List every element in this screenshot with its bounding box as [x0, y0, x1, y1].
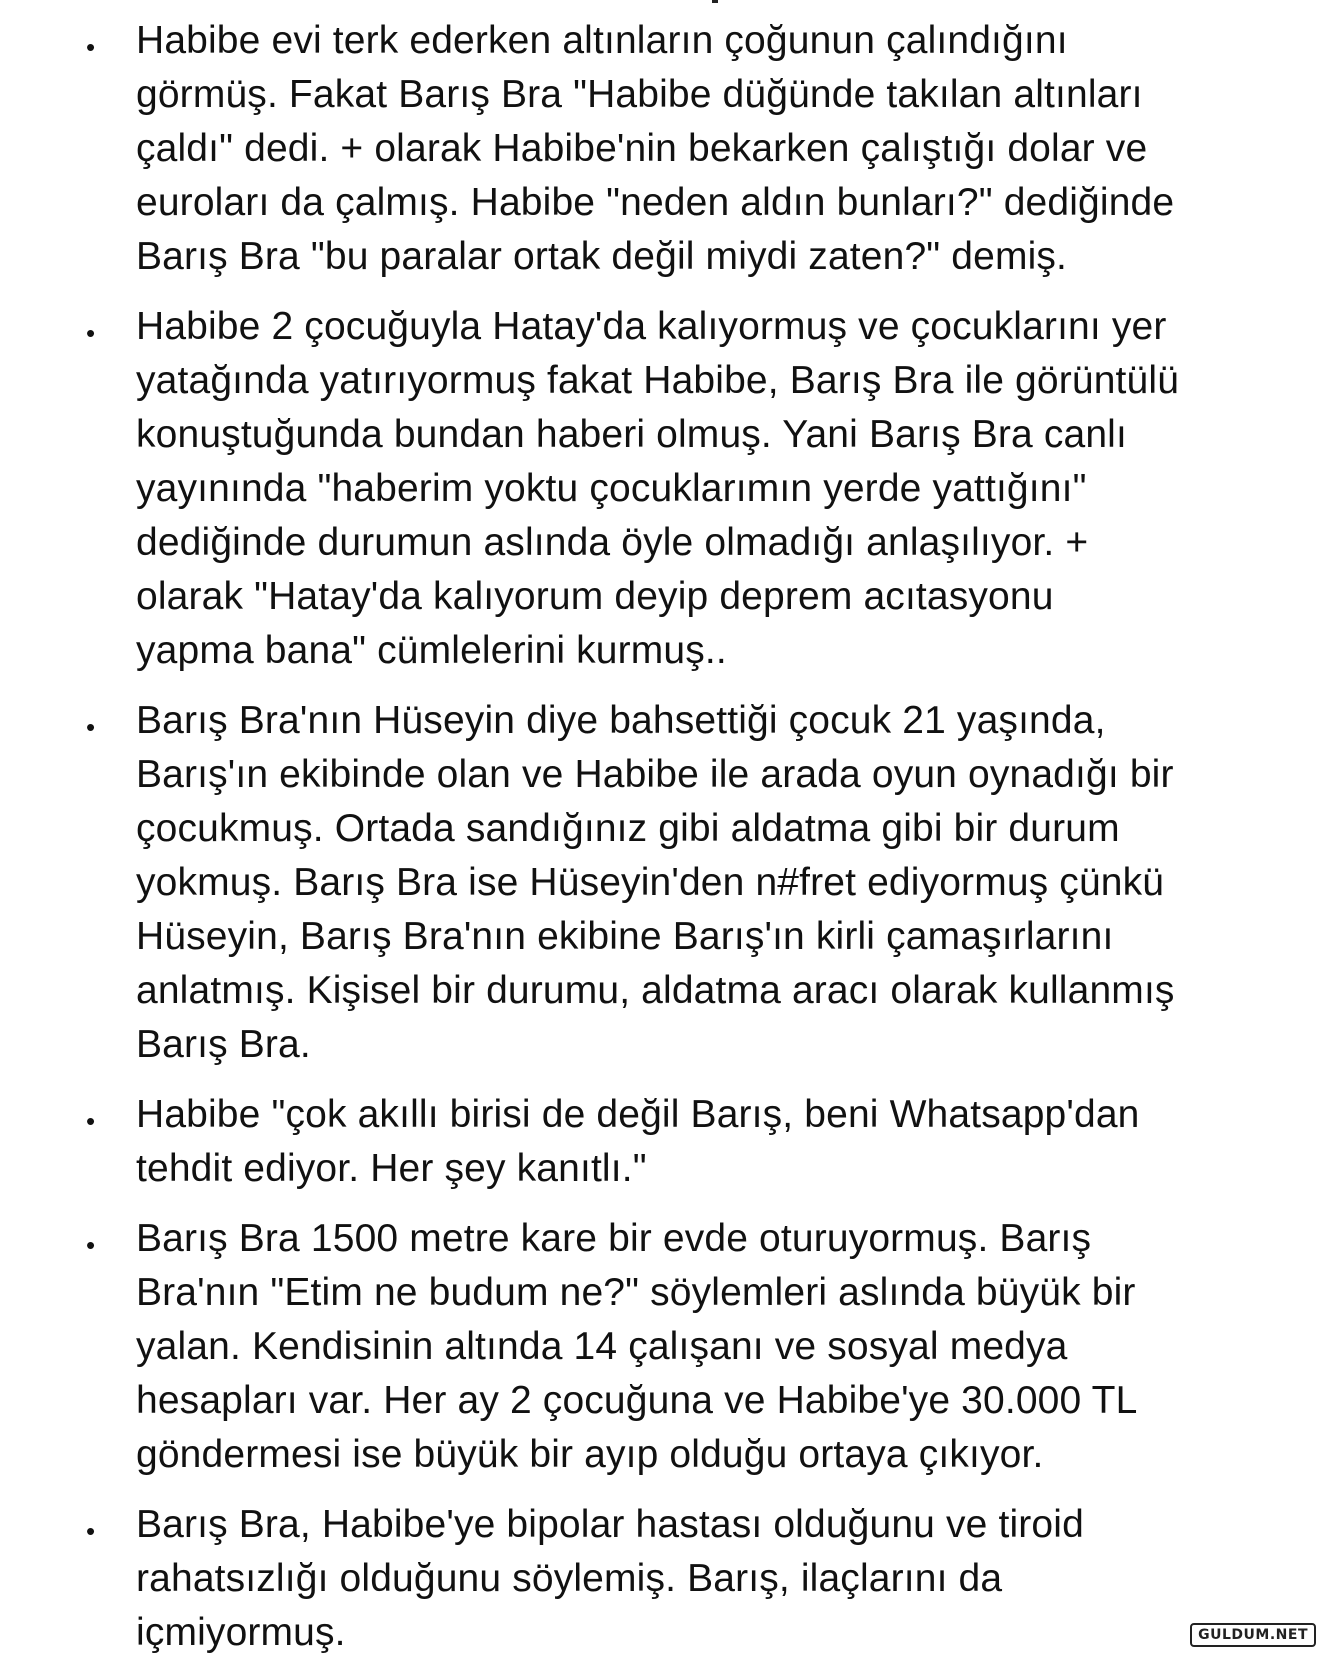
- bullet-dot-icon: •: [85, 712, 96, 742]
- text-line: içmiyormuş.: [136, 1611, 346, 1654]
- bullet-list: [0, 14, 1320, 1676]
- list-item-text: [136, 300, 1280, 678]
- text-line: yayınında "haberim yoktu çocuklarımın yerde yattığını": [136, 467, 1087, 510]
- text-line: hesapları var. Her ay 2 çocuğuna ve Habibe'ye 30.000 TL: [136, 1379, 1138, 1422]
- text-line: görmüş. Fakat Barış Bra "Habibe düğünde takılan altınları: [136, 73, 1143, 116]
- text-line: yokmuş. Barış Bra ise Hüseyin'den n#fret ediyormuş çünkü: [136, 861, 1165, 904]
- list-item-text: [136, 1212, 1280, 1482]
- list-item-text: [136, 1088, 1280, 1196]
- watermark-logo: GULDUM.NET: [1190, 1623, 1316, 1647]
- text-line: göndermesi ise büyük bir ayıp olduğu ortaya çıkıyor.: [136, 1433, 1044, 1476]
- text-line: dediğinde durumun aslında öyle olmadığı anlaşılıyor. +: [136, 521, 1089, 564]
- text-line: çocukmuş. Ortada sandığınız gibi aldatma gibi bir durum: [136, 807, 1120, 850]
- text-line: yatağında yatırıyormuş fakat Habibe, Barış Bra ile görüntülü: [136, 359, 1180, 402]
- bullet-dot-icon: •: [85, 1516, 96, 1546]
- bullet-dot-icon: •: [85, 1230, 96, 1260]
- text-line: çaldı" dedi. + olarak Habibe'nin bekarken çalıştığı dolar ve: [136, 127, 1148, 170]
- list-item-text: [136, 14, 1280, 284]
- text-line: euroları da çalmış. Habibe "neden aldın bunları?" dediğinde: [136, 181, 1175, 224]
- text-line: Barış Bra, Habibe'ye bipolar hastası olduğunu ve tiroid: [136, 1503, 1084, 1546]
- list-item-text: [136, 694, 1280, 1072]
- list-item-text: [136, 1498, 1280, 1660]
- list-item: [0, 14, 1320, 284]
- text-line: Habibe 2 çocuğuyla Hatay'da kalıyormuş ve çocuklarını yer: [136, 305, 1167, 348]
- list-item: [0, 300, 1320, 678]
- text-line: Barış Bra 1500 metre kare bir evde oturuyormuş. Barış: [136, 1217, 1092, 1260]
- list-item: [0, 1212, 1320, 1482]
- text-line: Hüseyin, Barış Bra'nın ekibine Barış'ın kirli çamaşırlarını: [136, 915, 1114, 958]
- bullet-dot-icon: •: [85, 32, 96, 62]
- cropped-text-fragment: [712, 0, 718, 3]
- bullet-dot-icon: •: [85, 1106, 96, 1136]
- text-line: Habibe evi terk ederken altınların çoğunun çalındığını: [136, 19, 1068, 62]
- list-item: [0, 1088, 1320, 1196]
- text-line: anlatmış. Kişisel bir durumu, aldatma aracı olarak kullanmış: [136, 969, 1175, 1012]
- text-line: yapma bana" cümlelerini kurmuş..: [136, 629, 727, 672]
- list-item: [0, 694, 1320, 1072]
- text-line: Habibe "çok akıllı birisi de değil Barış, beni Whatsapp'dan: [136, 1093, 1140, 1136]
- text-line: Barış Bra'nın Hüseyin diye bahsettiği çocuk 21 yaşında,: [136, 699, 1106, 742]
- text-line: olarak "Hatay'da kalıyorum deyip deprem acıtasyonu: [136, 575, 1054, 618]
- text-line: Bra'nın "Etim ne budum ne?" söylemleri aslında büyük bir: [136, 1271, 1136, 1314]
- text-line: Barış Bra.: [136, 1023, 311, 1066]
- text-line: Barış Bra "bu paralar ortak değil miydi zaten?" demiş.: [136, 235, 1068, 278]
- text-line: tehdit ediyor. Her şey kanıtlı.": [136, 1147, 647, 1190]
- bullet-dot-icon: •: [85, 318, 96, 348]
- text-line: konuştuğunda bundan haberi olmuş. Yani Barış Bra canlı: [136, 413, 1127, 456]
- text-line: yalan. Kendisinin altında 14 çalışanı ve sosyal medya: [136, 1325, 1068, 1368]
- text-line: rahatsızlığı olduğunu söylemiş. Barış, ilaçlarını da: [136, 1557, 1003, 1600]
- text-line: Barış'ın ekibinde olan ve Habibe ile arada oyun oynadığı bir: [136, 753, 1174, 796]
- list-item: [0, 1498, 1320, 1660]
